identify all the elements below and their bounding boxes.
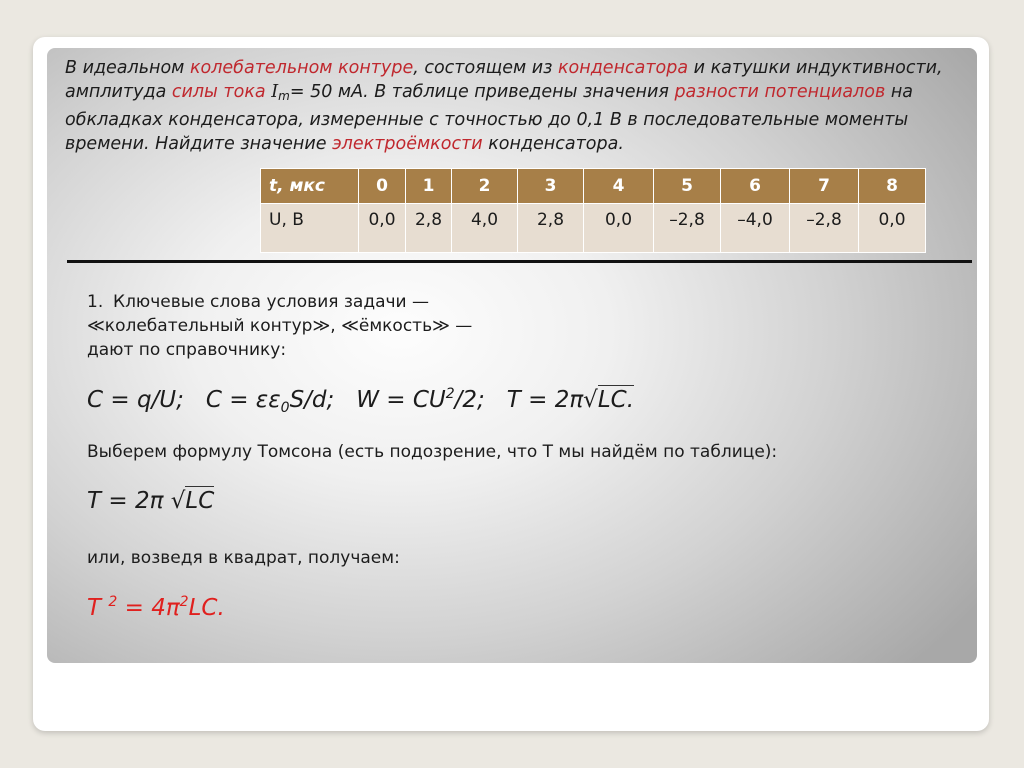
table-cell: 0,0	[859, 204, 926, 253]
thomson-formula: T = 2π √LC	[87, 488, 215, 514]
header-cell: 4	[584, 169, 654, 204]
table-header-row	[261, 169, 926, 204]
table-cell: 2,8	[518, 204, 584, 253]
table-cell: –4,0	[721, 204, 790, 253]
keyword-capacitor: конденсатора	[557, 58, 689, 78]
step-1	[87, 290, 472, 362]
reference-formulas: C = q/U; $C = \varepsilon\varepsilon_0S/d$; $W = CU^2/2$; T = 2π√LC.	[87, 386, 635, 416]
table-cell: 0,0	[584, 204, 654, 253]
header-cell: 3	[518, 169, 584, 204]
step-number: 1.	[87, 292, 104, 312]
header-cell: 0	[359, 169, 406, 204]
table-cell: 4,0	[452, 204, 518, 253]
header-cell: 6	[721, 169, 790, 204]
square-text: или, возведя в квадрат, получаем:	[87, 548, 400, 568]
table-cell: U, В	[261, 204, 359, 253]
slide-panel	[47, 48, 977, 663]
table-cell: 0,0	[359, 204, 406, 253]
keyword-potential-difference: разности потенциалов	[674, 82, 886, 102]
keyword-current: силы тока	[171, 82, 266, 102]
header-cell: t, мкс	[261, 169, 359, 204]
keyword-oscillating-circuit: колебательном контуре	[189, 58, 414, 78]
table-cell: –2,8	[790, 204, 859, 253]
problem-statement: В идеальном колебательном контуре, состоящем из конденсатора и катушки индуктивности, амплитуда силы тока $I_m= 50$ мА. В таблице приведены значения разности потенциалов на обкладках конденсатора, измеренные с точностью до 0,1 В в последовательные моменты времени. Найдите значение электроёмкости конденсатора.	[65, 58, 943, 154]
header-cell: 8	[859, 169, 926, 204]
step-text-line: ≪колебательный контур≫, ≪ёмкость≫ —	[87, 316, 473, 336]
keyword-capacitance: электроёмкости	[332, 134, 483, 154]
step-text-line: дают по справочнику:	[87, 340, 287, 360]
measurement-table	[260, 168, 926, 253]
thomson-text: Выберем формулу Томсона (есть подозрение, что T мы найдём по таблице):	[87, 442, 778, 462]
step-text-line: Ключевые слова условия задачи —	[113, 292, 430, 312]
table-row	[261, 204, 926, 253]
header-cell: 7	[790, 169, 859, 204]
table-cell: 2,8	[406, 204, 452, 253]
header-cell: 2	[452, 169, 518, 204]
section-divider	[67, 260, 972, 263]
header-cell: 1	[406, 169, 452, 204]
header-cell: 5	[654, 169, 721, 204]
table-cell: –2,8	[654, 204, 721, 253]
squared-formula: T $^2 = 4\pi^2LC$.	[87, 594, 225, 621]
